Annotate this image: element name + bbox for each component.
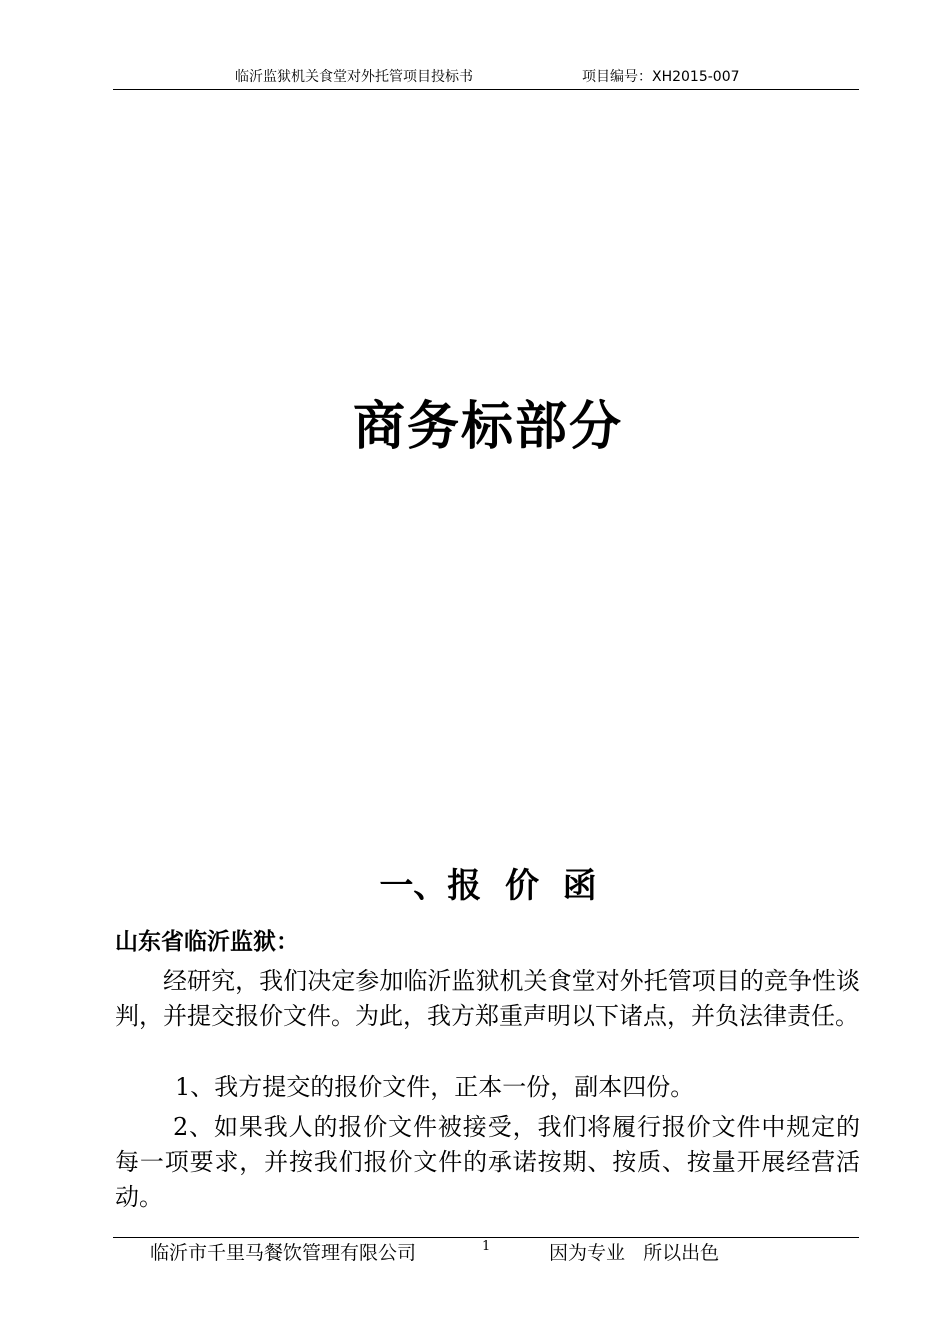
header-title: 临沂监狱机关食堂对外托管项目投标书 [235,69,473,85]
letter-heading: 一、报 价 函 [379,866,597,906]
footer-company-name: 临沂市千里马餐饮管理有限公司 [150,1242,417,1264]
footer-divider [113,1237,859,1238]
footer-slogan: 因为专业 所以出色 [549,1242,720,1264]
letter-item-2: 2、如果我人的报价文件被接受，我们将履行报价文件中规定的每一项要求，并按我们报价文件的承诺按期、按质、按量开展经营活动。 [115,1113,860,1211]
header-project-code: 项目编号：XH2015-007 [582,69,740,85]
letter-recipient: 山东省临沂监狱： [115,929,299,955]
footer-page-number: 1 [482,1239,491,1254]
letter-item-1: 1、我方提交的报价文件，正本一份，副本四份。 [175,1073,695,1101]
section-title: 商务标部分 [352,396,623,457]
letter-intro-paragraph: 经研究，我们决定参加临沂监狱机关食堂对外托管项目的竞争性谈判，并提交报价文件。为此，我方郑重声明以下诸点，并负法律责任。 [115,967,860,1030]
header-divider [113,89,859,90]
